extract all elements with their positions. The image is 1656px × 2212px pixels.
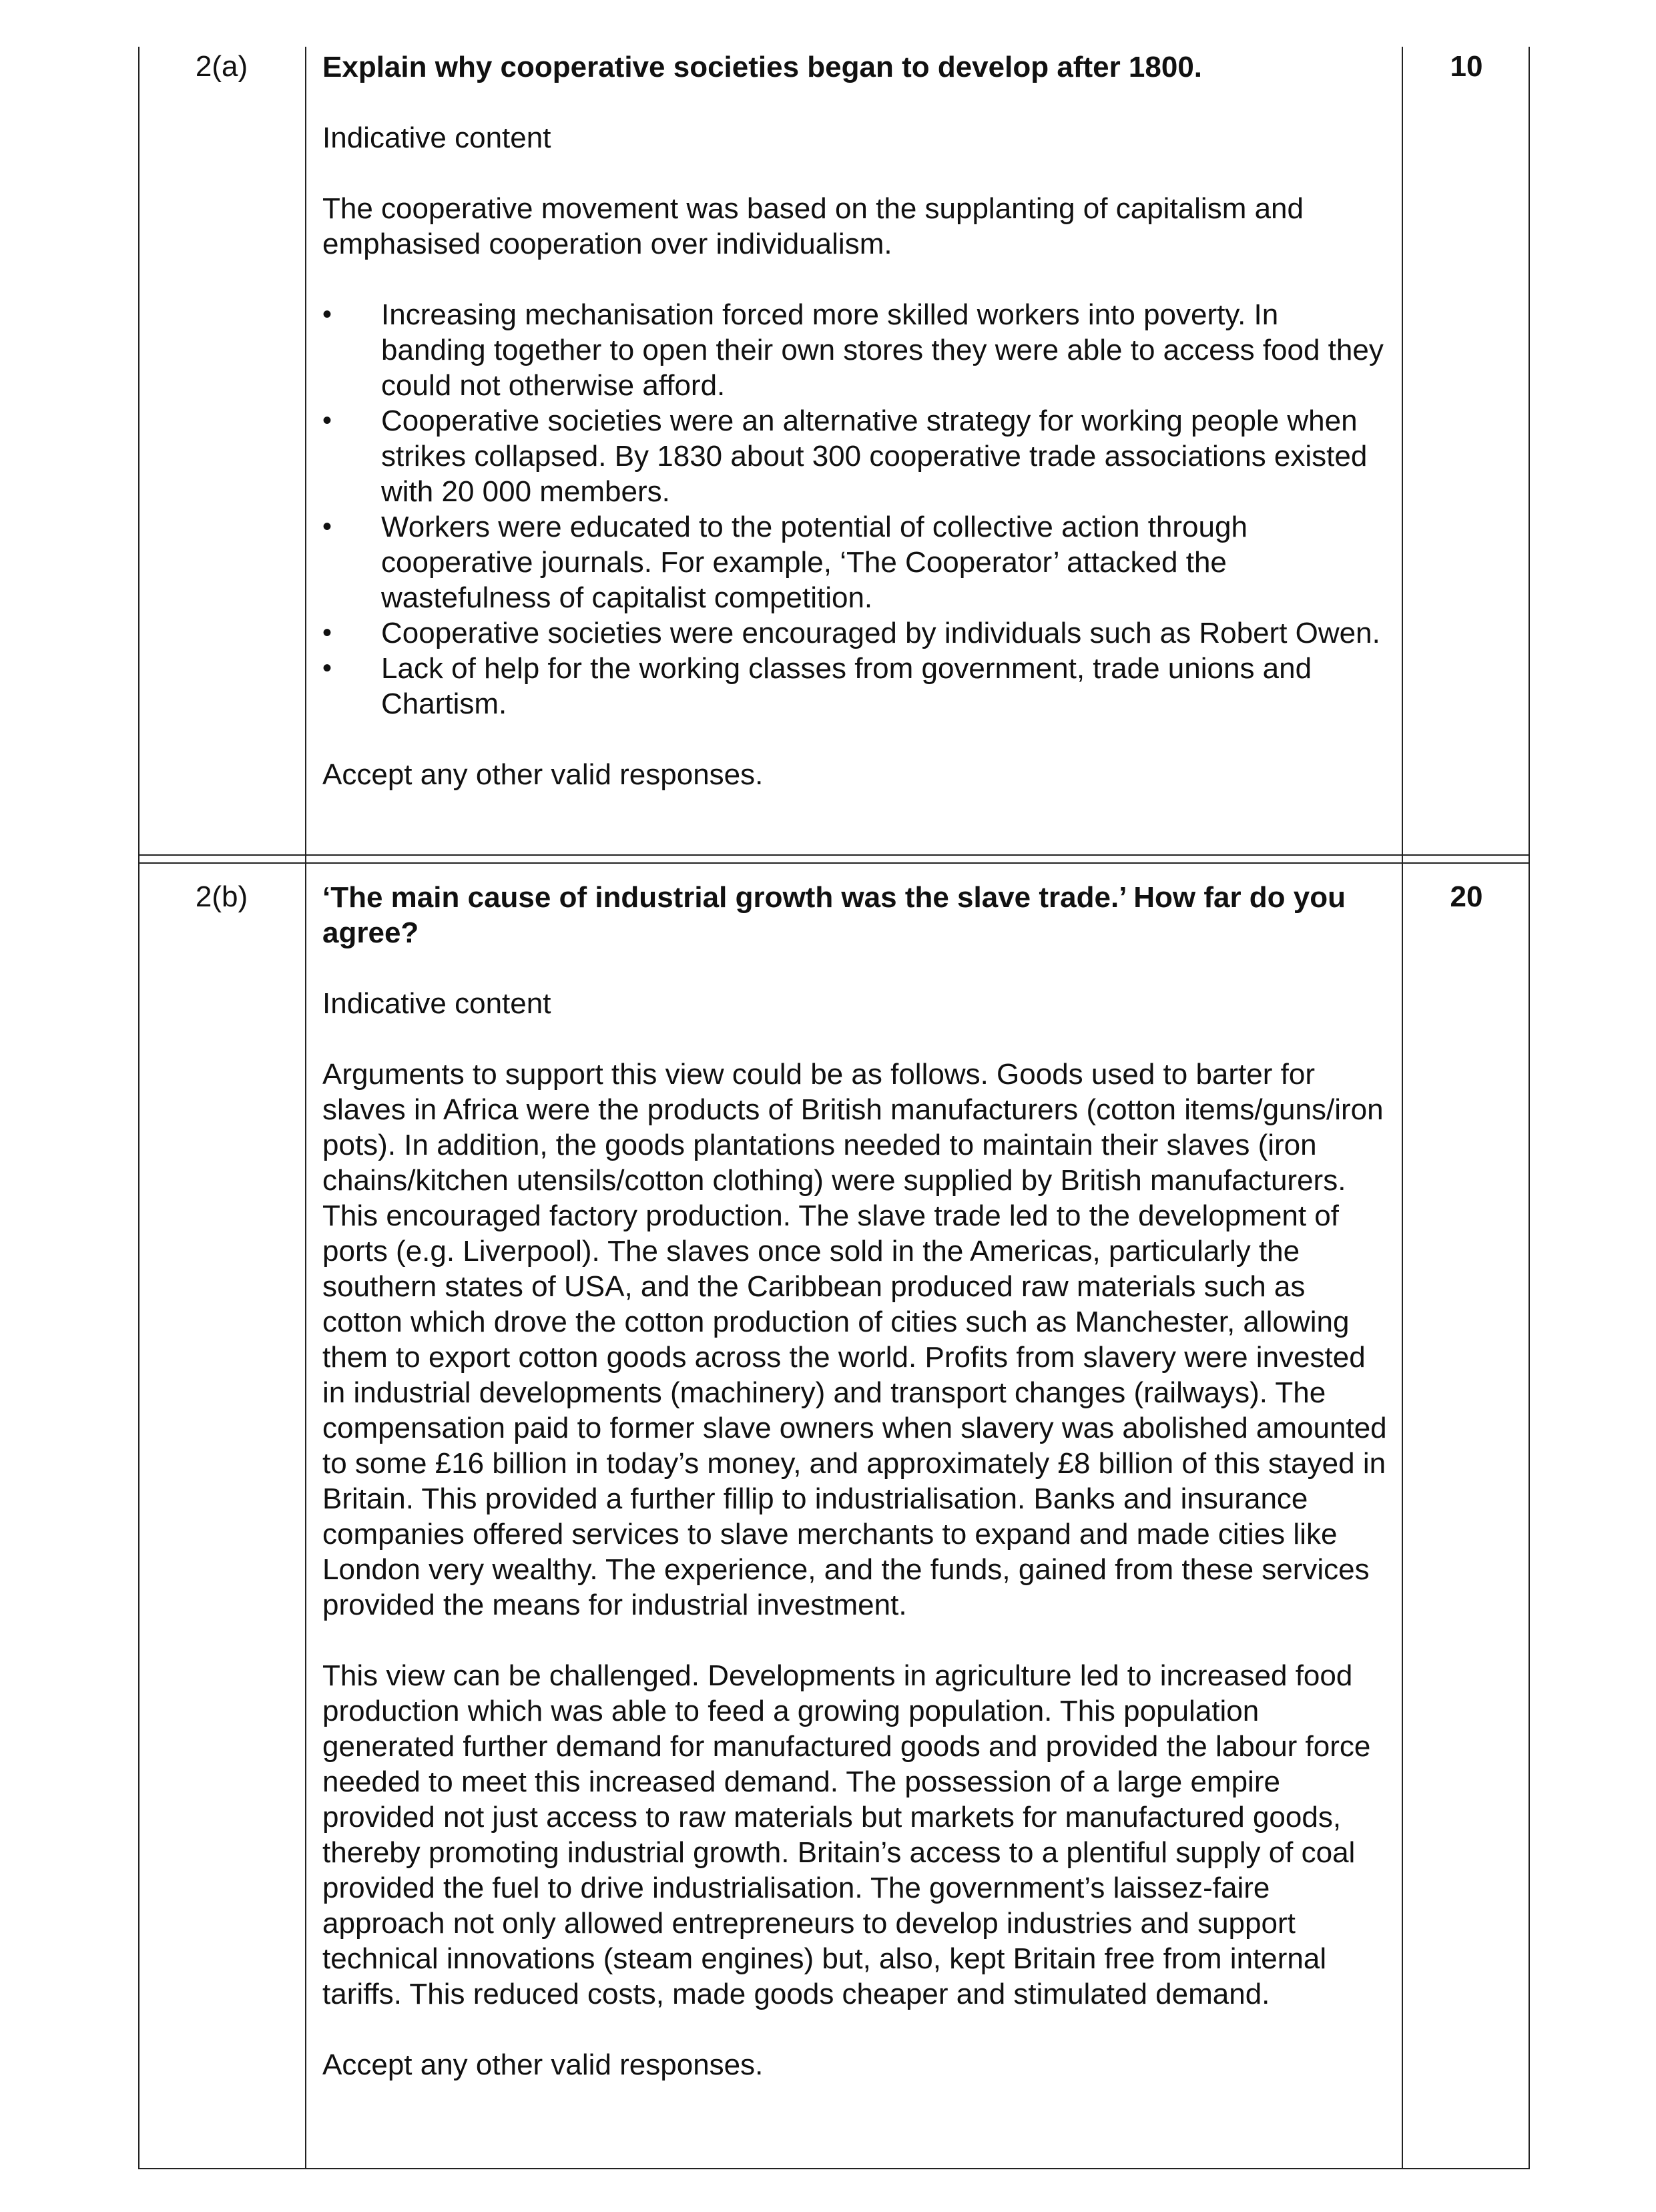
closing-text: Accept any other valid responses. xyxy=(322,2048,764,2081)
row-separator xyxy=(138,854,1530,856)
indicative-heading: Indicative content xyxy=(322,121,551,154)
question-text: ‘The main cause of industrial growth was the slave trade.’ How far do you agree? xyxy=(322,881,1346,949)
paragraph-challenge: This view can be challenged. Developments in agriculture led to increased food production which was able to feed a growing population. This population generated further demand for manufactured goods and provided the labour force needed to meet this increased demand. The possession of a large empire provided not just access to raw materials but markets for manufactured goods, thereby promoting industrial growth. Britain’s access to a plentiful supply of coal provided the fuel to drive industrialisation. The government’s laissez-faire approach not only allowed entrepreneurs to develop industries and support technical innovations (steam engines) but, also, kept Britain free from internal tariffs. This reduced costs, made goods cheaper and stimulated demand. xyxy=(322,1659,1371,2010)
paragraph-support: Arguments to support this view could be as follows. Goods used to barter for slaves in Africa were the products of British manufacturers (cotton items/guns/iron pots). In addition, the goods plantations needed to maintain their slaves (iron chains/kitchen utensils/cotton clothing) were supplied by British manufacturers. This encouraged factory production. The slave trade led to the development of ports (e.g. Liverpool). The slaves once sold in the Americas, particularly the southern states of USA, and the Caribbean produced raw materials such as cotton which drove the cotton production of cities such as Manchester, allowing them to export cotton goods across the world. Profits from slavery were invested in industrial developments (machinery) and transport changes (railways). The compensation paid to former slave owners when slavery was abolished amounted to some £16 billion in today’s money, and approximately £8 billion of this stayed in Britain. This provided a further fillip to industrialisation. Banks and insurance companies offered services to slave merchants to expand and made cities like London very wealthy. The experience, and the funds, gained from these services provided the means for industrial investment. xyxy=(322,1058,1387,1621)
list-item: • Increasing mechanisation forced more skilled workers into poverty. In banding together to open their own stores they were able to access food they could not otherwise afford. xyxy=(322,297,1390,403)
intro-paragraph: The cooperative movement was based on the supplanting of capitalism and emphasised cooperation over individualism. xyxy=(322,192,1304,260)
marks-value: 20 xyxy=(1450,880,1483,913)
marks-value: 10 xyxy=(1450,50,1483,83)
bullet-list xyxy=(322,297,1390,722)
table-row-2b xyxy=(138,864,1530,2169)
list-item: • Lack of help for the working classes from government, trade unions and Chartism. xyxy=(322,651,1390,722)
table-row-2a xyxy=(138,47,1530,854)
mark-scheme-table xyxy=(138,47,1530,2169)
list-item: • Cooperative societies were encouraged by individuals such as Robert Owen. xyxy=(322,615,1390,651)
question-content xyxy=(322,880,1390,2083)
list-item: • Cooperative societies were an alternative strategy for working people when strikes collapsed. By 1830 about 300 cooperative trade associations existed with 20 000 members. xyxy=(322,403,1390,509)
question-text: Explain why cooperative societies began to develop after 1800. xyxy=(322,51,1203,83)
list-item: • Workers were educated to the potential of collective action through cooperative journals. For example, ‘The Cooperator’ attacked the wastefulness of capitalist competition. xyxy=(322,509,1390,615)
question-number: 2(a) xyxy=(195,50,248,83)
question-content xyxy=(322,49,1390,792)
closing-text: Accept any other valid responses. xyxy=(322,758,764,791)
question-number: 2(b) xyxy=(195,880,248,913)
indicative-heading: Indicative content xyxy=(322,987,551,1020)
table-border-bottom xyxy=(138,2168,1530,2169)
